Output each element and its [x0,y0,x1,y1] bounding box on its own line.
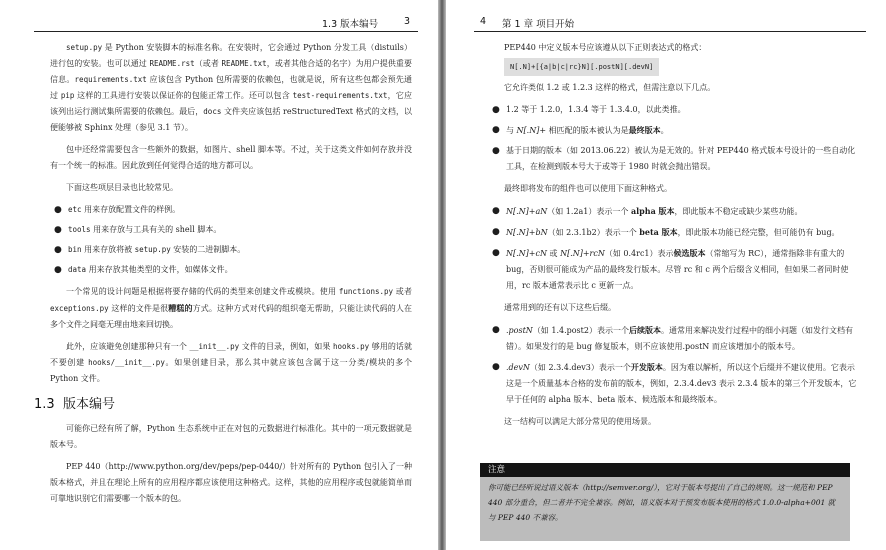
book-gutter [438,0,446,550]
list-item: ● .devN（如 2.3.4.dev3）表示一个开发版本。因为难以解析，所以这个后缀并不建议使用。它表示这是一个质量基本合格的发布前的版本，例如，2.3.4.dev3 表示 2.3.4 版本的第三个开发版本，它早于任何的 alpha 版本、beta 版本、候选版本和最终版本。 [492,362,857,404]
list-item: ● data 用来存放其他类型的文件，如媒体文件。 [54,265,233,275]
right-page-body [488,40,860,436]
left-page [0,0,438,550]
list-item: ● etc 用来存放配置文件的样例。 [54,205,181,215]
paragraph: PEP440 中定义版本号应该遵从以下正则表达式的格式： [504,43,707,52]
paragraph: 一个常见的设计问题是根据将要存储的代码的类型来创建文件或模块。使用 functions.py 或者 exceptions.py 这样的文件是很糟糕的方式。这种方式对代码的组织毫无帮助，只能让读代码的人在多个文件之间毫无理由地来回切换。 [50,287,413,329]
paragraph: 这一结构可以满足大部分常见的使用场景。 [504,417,656,426]
header-rule [34,31,418,32]
left-page-header [0,0,438,32]
note-title: 注意 [480,463,850,477]
header-page-number: 3 [404,16,411,27]
list-item: ● N[.N]+aN（如 1.2a1）表示一个 alpha 版本，即此版本不稳定或缺少某些功能。 [492,206,803,216]
note-text: 你可能已经听说过语义版本（http://semver.org/），它对于版本号提出了自己的规则。这一规范和 PEP 440 部分重合，但二者并不完全兼容。例如，语义版本对于预发布版本使用的格式 1.0.0-alpha+001 就与 PEP 440 不兼容。 [488,483,836,522]
list-item: ● N[.N]+bN（如 2.3.1b2）表示一个 beta 版本，即此版本功能已经完整，但可能仍有 bug。 [492,227,840,237]
list-item: ● 与 N[.N]+ 相匹配的版本被认为是最终版本。 [492,125,669,135]
section-heading: 1.3 版本编号 [34,397,115,412]
regex-code-block: N[.N]+[{a|b|c|rc}N][.postN][.devN] [504,58,659,76]
list-item: ● 基于日期的版本（如 2013.06.22）被认为是无效的。针对 PEP440 格式版本号设计的一些自动化工具，在检测到版本号大于或等于 1980 时就会抛出错误。 [492,146,856,171]
list-item: ● tools 用来存放与工具有关的 shell 脚本。 [54,225,222,235]
list-item: ● bin 用来存放将被 setup.py 安装的二进制脚本。 [54,245,246,255]
paragraph: 下面这些项层目录也比较常见。 [66,183,178,192]
list-item: ● .postN（如 1.4.post2）表示一个后续版本。通常用来解决发行过程中的细小问题（如发行文档有错）。如果发行的是 bug 修复版本，则不应该使用.postN 而应该增加小的版本号。 [492,325,853,351]
header-page-number: 4 [480,16,487,27]
directory-list [50,202,412,278]
paragraph: 可能你已经有所了解，Python 生态系统中正在对包的元数据进行标准化。其中的一项元数据就是版本号。 [50,424,412,449]
note-box [480,463,850,541]
header-chapter-title: 第 1 章 项目开始 [502,19,575,30]
version-rules-list [488,102,860,175]
suffix-list [488,322,860,408]
header-section-title: 1.3 版本编号 [322,19,379,30]
paragraph: 它允许类似 1.2 或 1.2.3 这样的格式，但需注意以下几点。 [504,83,716,92]
right-page-header [446,0,886,32]
paragraph: setup.py 是 Python 安装脚本的标准名称。在安装时，它会通过 Python 分发工具（distuils）进行包的安装。也可以通过 README.rst（或者 README.txt，或者其他合适的名字）为用户提供重要信息。requirements.txt 应该包含 Python 包所需要的依赖包，也就是说，所有这些包都会预先通过 pip 这样的工具进行安装以保证你的包能正常工作。还可以包含 test-requirements.txt，它应该列出运行测试集所需要的依赖包。最后，docs 文件夹应该包括 reStructuredText 格式的文档，以便能够被 Sphinx 处理（参见 3.1 节）。 [50,43,413,132]
paragraph: 包中还经常需要包含一些额外的数据，如图片、shell 脚本等。不过，关于这类文件如何存放并没有一个统一的标准。因此放到任何觉得合适的地方都可以。 [50,145,412,170]
paragraph: 此外，应该避免创建那种只有一个 __init__.py 文件的目录，例如，如果 hooks.py 够用的话就不要创建 hooks/__init__.py。如果创建目录，那么其中就应该包含属于这一分类/模块的多个 Python 文件。 [50,342,412,383]
header-rule [474,31,866,32]
paragraph: 最终即将发布的组件也可以使用下面这种格式。 [504,184,672,193]
prerelease-list [488,203,860,294]
paragraph: 通常用到的还有以下这些后缀。 [504,303,616,312]
list-item: ● 1.2 等于 1.2.0，1.3.4 等于 1.3.4.0，以此类推。 [492,105,686,115]
paragraph: PEP 440（http://www.python.org/dev/peps/pep-0440/）针对所有的 Python 包引入了一种版本格式，并且在理论上所有的应用程序都应该使用这种格式。这样，其他的应用程序或包就能简单而可靠地识别它们需要哪一个版本的包。 [50,462,412,503]
right-page [446,0,886,550]
left-page-body [34,40,413,513]
list-item: ● N[.N]+cN 或 N[.N]+rcN（如 0.4rc1）表示候选版本（常缩写为 RC），通常指除非有重大的 bug，否则很可能成为产品的最终发行版本。尽管 rc 和 c 两个后缀含义相同，但如果二者同时使用，rc 版本通常表示比 c 更新一点。 [492,248,849,290]
